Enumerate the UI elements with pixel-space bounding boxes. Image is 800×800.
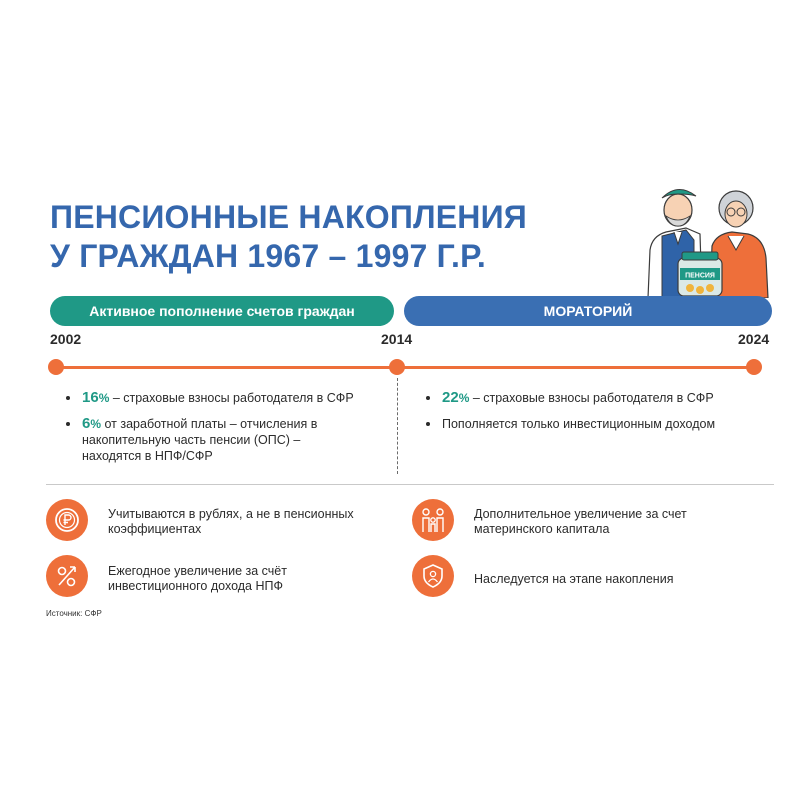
feature-growth-text: Ежегодное увеличение за счёт инвестиционного дохода НПФ xyxy=(108,564,287,593)
title-line-1: ПЕНСИОННЫЕ НАКОПЛЕНИЯ xyxy=(50,199,527,235)
jar-label: ПЕНСИЯ xyxy=(685,272,715,280)
family-icon xyxy=(412,499,454,541)
bullet-text: – страховые взносы работодателя в СФР xyxy=(469,391,714,405)
timeline-dot-start xyxy=(48,359,64,375)
period-moratorium-label: МОРАТОРИЙ xyxy=(543,303,633,319)
bullet-text: Пополняется только инвестиционным доходом xyxy=(442,417,716,431)
list-item xyxy=(416,390,766,406)
page-title xyxy=(50,198,527,276)
list-item xyxy=(416,416,766,432)
bullet-percent: 22% xyxy=(442,389,470,406)
feature-maternity-text: Дополнительное увеличение за счет материнского капитала xyxy=(474,507,687,536)
bullet-text: от заработной платы – отчисления в накопительную часть пенсии (ОПС) – находятся в НПФ/СФР xyxy=(82,417,318,463)
list-item xyxy=(56,416,362,464)
right-bullet-list xyxy=(416,390,766,442)
bullet-text: – страховые взносы работодателя в СФР xyxy=(109,391,354,405)
year-start: 2002 xyxy=(50,331,82,347)
pensioners-illustration xyxy=(640,180,770,298)
ruble-coin-icon xyxy=(46,499,88,541)
source-note: Источник: СФР xyxy=(46,609,102,618)
year-end: 2024 xyxy=(738,331,770,347)
bullet-percent: 16% xyxy=(82,389,110,406)
timeline-dot-middle xyxy=(389,359,405,375)
period-active-pill xyxy=(50,296,394,326)
left-bullet-list xyxy=(56,390,386,474)
percent-growth-icon xyxy=(46,555,88,597)
title-line-2: У ГРАЖДАН 1967 – 1997 Г.Р. xyxy=(50,238,486,274)
bullet-percent: 6% xyxy=(82,415,102,432)
period-active-label: Активное пополнение счетов граждан xyxy=(89,303,355,319)
timeline-line xyxy=(56,366,754,369)
period-moratorium-pill xyxy=(404,296,772,326)
feature-rubles-text: Учитываются в рублях, а не в пенсионных коэффициентах xyxy=(108,507,354,536)
period-divider xyxy=(397,378,398,474)
list-item xyxy=(56,390,386,406)
year-middle: 2014 xyxy=(381,331,413,347)
shield-person-icon xyxy=(412,555,454,597)
feature-inheritance-text: Наследуется на этапе накопления xyxy=(474,572,674,586)
section-divider xyxy=(46,484,774,485)
timeline-dot-end xyxy=(746,359,762,375)
